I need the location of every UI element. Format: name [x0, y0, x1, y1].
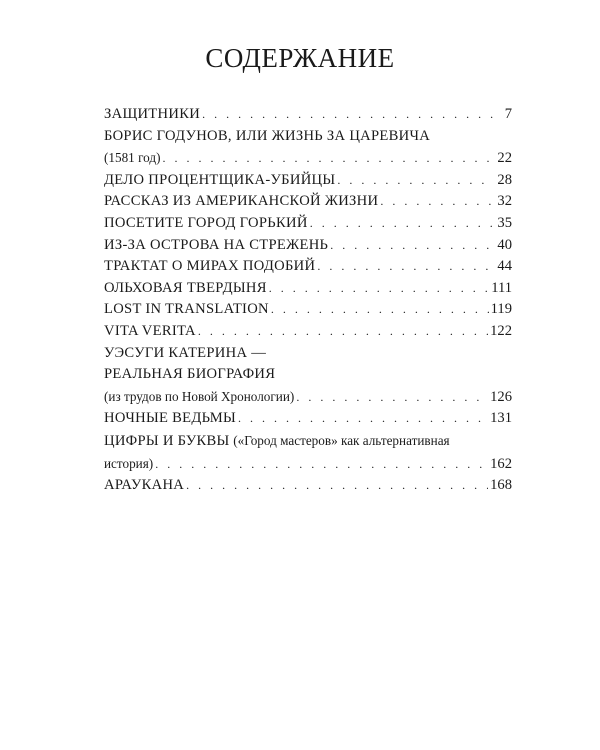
- toc-entry-page: 22: [497, 150, 512, 167]
- toc-entry-title: РАССКАЗ ИЗ АМЕРИКАНСКОЙ ЖИЗНИ: [104, 193, 379, 210]
- toc-entry[interactable]: [104, 475, 512, 497]
- toc-entry-title: БОРИС ГОДУНОВ, ИЛИ ЖИЗНЬ ЗА ЦАРЕВИЧА: [104, 127, 431, 144]
- leader-dots: [162, 148, 494, 170]
- leader-dots: [198, 321, 488, 343]
- leader-dots: [271, 299, 489, 321]
- toc-entry[interactable]: [104, 321, 512, 343]
- leader-dots: [202, 104, 494, 126]
- toc-entry-page: 40: [497, 236, 512, 253]
- leader-dots: [296, 387, 488, 409]
- leader-dots: [330, 235, 494, 257]
- toc-entry-title: ЦИФРЫ И БУКВЫ: [104, 432, 230, 449]
- toc-entry[interactable]: [104, 170, 512, 192]
- leader-dots: [380, 191, 494, 213]
- toc-entry[interactable]: [104, 343, 512, 409]
- toc-entry[interactable]: [104, 278, 512, 300]
- table-of-contents: [104, 104, 512, 497]
- toc-entry-title: LOST IN TRANSLATION: [104, 301, 269, 318]
- toc-entry-title: ДЕЛО ПРОЦЕНТЩИКА-УБИЙЦЫ: [104, 171, 336, 188]
- toc-entry-title: ЗАЩИТНИКИ: [104, 106, 201, 122]
- toc-entry-subtitle: (из трудов по Новой Хронологии): [104, 388, 295, 404]
- toc-entry[interactable]: [104, 256, 512, 278]
- toc-entry[interactable]: [104, 191, 512, 213]
- leader-dots: [310, 213, 494, 235]
- toc-entry-title: ОЛЬХОВАЯ ТВЕРДЫНЯ: [104, 279, 267, 296]
- toc-entry-title: ИЗ-ЗА ОСТРОВА НА СТРЕЖЕНЬ: [104, 236, 329, 253]
- leader-dots: [269, 278, 489, 300]
- toc-entry[interactable]: [104, 235, 512, 257]
- toc-entry-title: ТРАКТАТ О МИРАХ ПОДОБИЙ: [104, 258, 316, 275]
- toc-entry-page: 126: [490, 388, 512, 405]
- toc-entry-title-continued: РЕАЛЬНАЯ БИОГРАФИЯ: [104, 366, 276, 383]
- toc-entry-page: 111: [491, 279, 512, 296]
- leader-dots: [317, 256, 494, 278]
- toc-entry-note: («Город мастеров» как альтернативная: [233, 432, 450, 448]
- toc-entry-title: ПОСЕТИТЕ ГОРОД ГОРЬКИЙ: [104, 214, 308, 231]
- toc-entry-page: 44: [497, 258, 512, 275]
- toc-entry[interactable]: [104, 430, 512, 475]
- toc-entry-page: 32: [497, 193, 512, 210]
- toc-entry[interactable]: [104, 213, 512, 235]
- toc-entry-page: 7: [504, 106, 512, 122]
- leader-dots: [186, 475, 488, 497]
- page-title: СОДЕРЖАНИЕ: [205, 43, 395, 73]
- toc-entry-title: НОЧНЫЕ ВЕДЬМЫ: [104, 410, 237, 427]
- toc-entry-page: 122: [490, 322, 512, 339]
- toc-entry-title: АРАУКАНА: [104, 477, 185, 494]
- toc-entry-page: 131: [490, 410, 512, 427]
- toc-entry-subtitle: история): [104, 455, 154, 471]
- toc-entry[interactable]: [104, 126, 512, 170]
- leader-dots: [155, 454, 488, 476]
- toc-entry-page: 28: [497, 171, 512, 188]
- toc-entry[interactable]: [104, 104, 512, 126]
- leader-dots: [337, 170, 494, 192]
- toc-entry-page: 168: [490, 477, 512, 494]
- toc-entry-page: 119: [490, 301, 512, 318]
- toc-entry-title: VITA VERITA: [104, 322, 196, 339]
- toc-entry-title: УЭСУГИ КАТЕРИНА —: [104, 344, 267, 361]
- toc-entry-page: 162: [490, 455, 512, 472]
- toc-entry[interactable]: [104, 408, 512, 430]
- toc-entry[interactable]: [104, 299, 512, 321]
- leader-dots: [238, 408, 488, 430]
- toc-entry-page: 35: [497, 214, 512, 231]
- toc-entry-subtitle: (1581 год): [104, 150, 161, 166]
